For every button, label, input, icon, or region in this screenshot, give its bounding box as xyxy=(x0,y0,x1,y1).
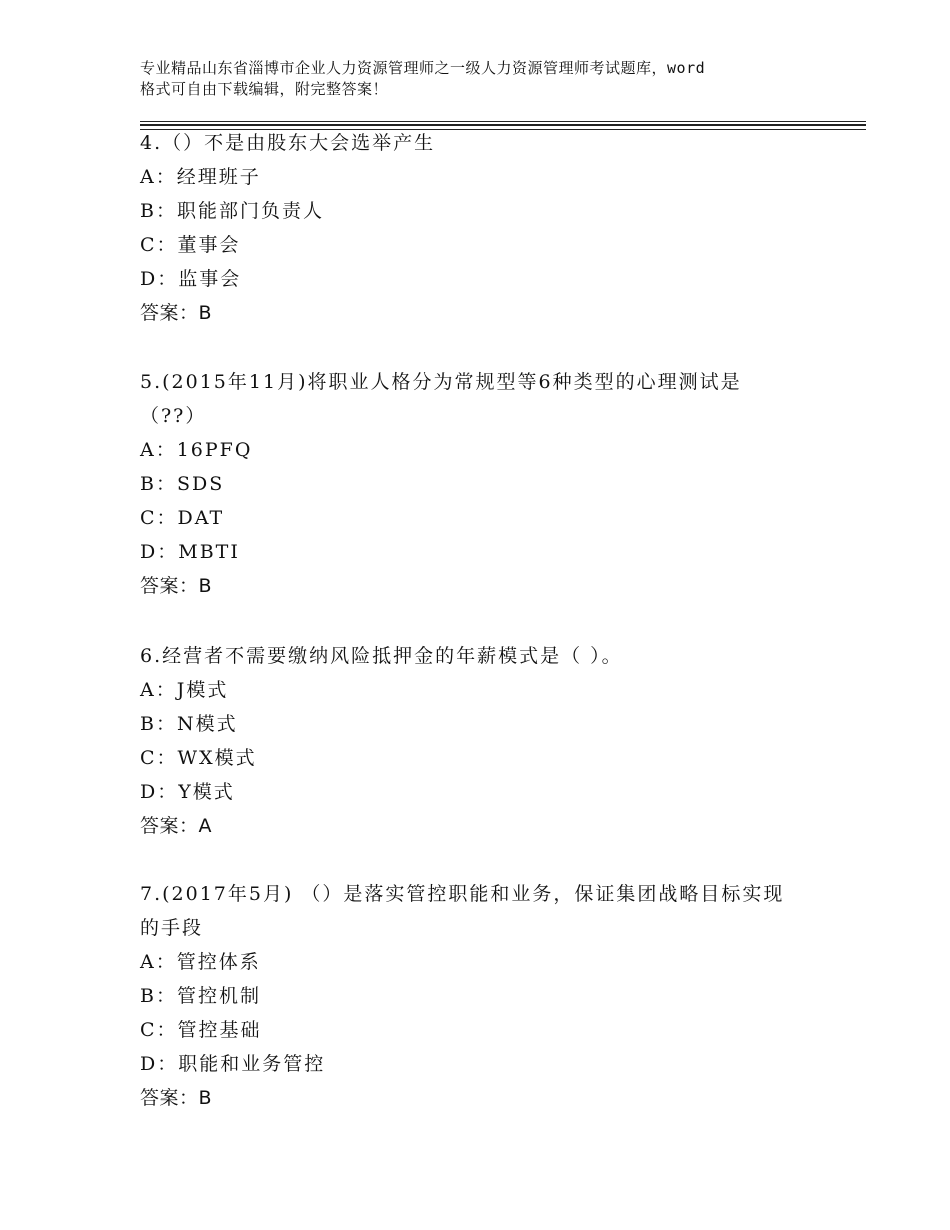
option-b: B：SDS xyxy=(140,473,225,495)
answer: 答案：B xyxy=(140,1087,213,1109)
option-a: A：经理班子 xyxy=(140,166,261,188)
question-7 xyxy=(140,877,840,1115)
answer: 答案：B xyxy=(140,575,213,597)
header-rule-top xyxy=(140,121,866,122)
question-6 xyxy=(140,639,840,843)
question-stem: 4.（）不是由股东大会选举产生 xyxy=(140,132,436,154)
header-line-1: 专业精品山东省淄博市企业人力资源管理师之一级人力资源管理师考试题库，word xyxy=(140,59,706,77)
document-header xyxy=(140,58,830,100)
option-d: D：监事会 xyxy=(140,268,242,290)
question-stem: 5.(2015年11月)将职业人格分为常规型等6种类型的心理测试是 xyxy=(140,371,742,393)
answer: 答案：B xyxy=(140,302,213,324)
option-d: D：职能和业务管控 xyxy=(140,1053,326,1075)
question-stem: 6.经营者不需要缴纳风险抵押金的年薪模式是（ ）。 xyxy=(140,645,623,667)
option-a: A：16PFQ xyxy=(140,439,253,461)
option-b: B：管控机制 xyxy=(140,985,261,1007)
option-a: A：J模式 xyxy=(140,679,229,701)
option-d: D：MBTI xyxy=(140,541,240,563)
option-b: B：N模式 xyxy=(140,713,238,735)
option-c: C：董事会 xyxy=(140,234,241,256)
option-a: A：管控体系 xyxy=(140,951,261,973)
option-c: C：WX模式 xyxy=(140,747,257,769)
question-stem-continued: （??） xyxy=(140,405,207,427)
question-5 xyxy=(140,365,840,603)
option-d: D：Y模式 xyxy=(140,781,235,803)
question-stem-continued: 的手段 xyxy=(140,917,204,939)
header-line-2: 格式可自由下载编辑，附完整答案！ xyxy=(140,80,389,98)
option-c: C：管控基础 xyxy=(140,1019,262,1041)
option-b: B：职能部门负责人 xyxy=(140,200,324,222)
question-4 xyxy=(140,126,840,330)
question-stem: 7.(2017年5月) （）是落实管控职能和业务，保证集团战略目标实现 xyxy=(140,883,785,905)
answer: 答案：A xyxy=(140,815,212,837)
option-c: C：DAT xyxy=(140,507,225,529)
